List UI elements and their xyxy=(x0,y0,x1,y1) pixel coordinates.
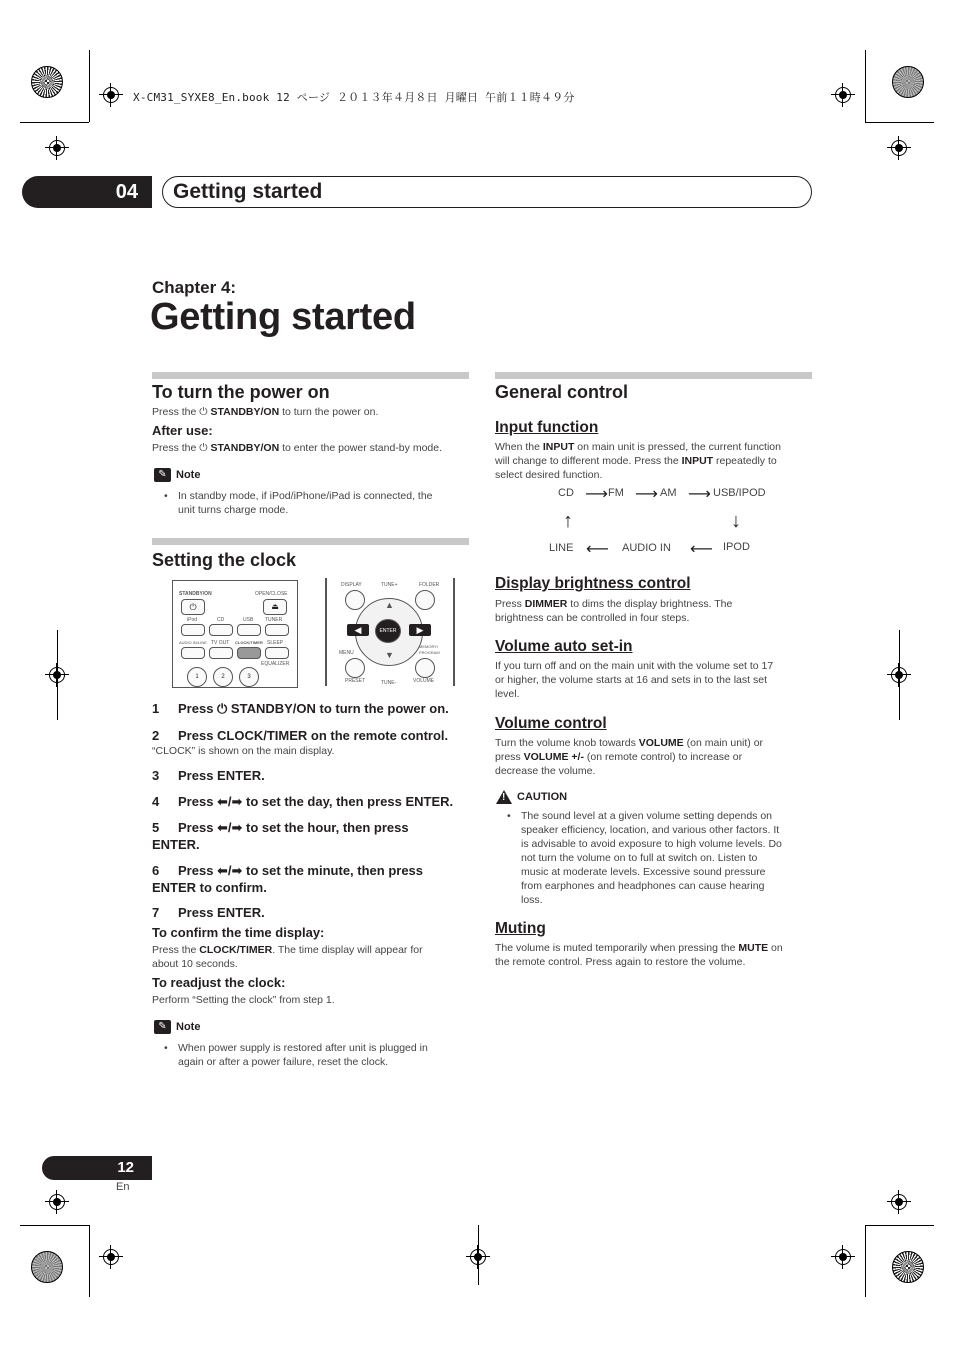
crop-mark xyxy=(478,1225,479,1285)
arrow-left-icon: ⟵ xyxy=(586,541,609,558)
input-function-text: When the INPUT on main unit is pressed, the current function will change to different mode. Press the INPUT repeatedly to select desired function. xyxy=(495,441,781,481)
muting-heading: Muting xyxy=(495,920,546,937)
crosshair-icon xyxy=(887,1190,911,1214)
note-pencil-icon: ✎ xyxy=(154,1020,171,1034)
arrow-left-icon: ⟵ xyxy=(690,541,713,558)
note-bullet: • When power supply is restored after unit is plugged in again or after a power failure, reset the clock. xyxy=(178,1041,428,1069)
standby-button: ⏻ xyxy=(181,599,205,615)
registration-burst-icon xyxy=(892,66,924,98)
crosshair-icon xyxy=(45,1190,69,1214)
confirm-heading: To confirm the time display: xyxy=(152,925,325,940)
eject-button: ⏏ xyxy=(263,599,287,615)
crosshair-icon xyxy=(831,1245,855,1269)
clock-step-note: “CLOCK” is shown on the main display. xyxy=(152,745,335,757)
page-title: Getting started xyxy=(150,296,416,338)
readjust-heading: To readjust the clock: xyxy=(152,975,286,990)
enter-button: ENTER xyxy=(375,619,401,643)
remote-control-illustration: STANDBY/ON OPEN/CLOSE ⏻ ⏏ iPod CD USB TUNER AUDIO IN/LINE TV OUT CLOCK/TIMER SLEEP EQUALIZER 1 2 3 xyxy=(172,580,298,688)
clock-step: 2 Press CLOCK/TIMER on the remote control. xyxy=(152,728,449,743)
section-heading-general: General control xyxy=(495,382,629,402)
clock-step: 5 Press ⬅/➡ to set the hour, then press ENTER. xyxy=(152,820,409,852)
chapter-label: Chapter 4: xyxy=(152,278,237,297)
section-heading-power: To turn the power on xyxy=(152,382,330,402)
crop-mark xyxy=(89,50,90,122)
note-label: Note xyxy=(176,469,201,481)
after-use-heading: After use: xyxy=(152,423,213,438)
volume-text: Turn the volume knob towards VOLUME (on main unit) or press VOLUME +/- (on remote control) to increase or decrease the volume. xyxy=(495,737,764,777)
note-bullet: • In standby mode, if iPod/iPhone/iPad is connected, the unit turns charge mode. xyxy=(178,489,433,517)
arrow-right-icon: ⟶ xyxy=(688,486,711,503)
registration-burst-icon xyxy=(892,1251,924,1283)
arrow-down-icon: ↓ xyxy=(731,510,741,532)
flow-am: AM xyxy=(660,487,677,499)
arrow-right-icon: ⟶ xyxy=(635,486,658,503)
arrow-right-icon: ⟶ xyxy=(585,486,608,503)
power-text: Press the ⏻ STANDBY/ON to turn the power on. xyxy=(152,406,379,418)
input-function-heading: Input function xyxy=(495,419,599,436)
right-arrow-icon: ▶ xyxy=(409,624,431,636)
crop-mark xyxy=(899,630,900,720)
page-language: En xyxy=(116,1181,130,1193)
clock-step: 6 Press ⬅/➡ to set the minute, then press ENTER to confirm. xyxy=(152,863,424,895)
clock-step: 3 Press ENTER. xyxy=(152,768,265,783)
crop-mark xyxy=(89,1225,90,1297)
crop-mark xyxy=(865,1225,866,1297)
brightness-text: Press DIMMER to dims the display brightness. The brightness can be controlled in four steps. xyxy=(495,598,733,624)
flow-ipod: IPOD xyxy=(723,541,750,553)
section-divider xyxy=(152,538,469,545)
crosshair-icon xyxy=(887,136,911,160)
power-icon: ⏻ xyxy=(199,406,208,418)
file-header: X-CM31_SYXE8_En.book 12 ページ ２０１３年４月８日 月曜日 午前１１時４９分 xyxy=(133,91,575,104)
clock-step: 4 Press ⬅/➡ to set the day, then press ENTER. xyxy=(152,794,454,809)
brightness-heading: Display brightness control xyxy=(495,575,691,592)
flow-usb: USB/IPOD xyxy=(713,487,766,499)
crosshair-icon xyxy=(831,83,855,107)
caution-label: CAUTION xyxy=(517,791,568,803)
readjust-text: Perform “Setting the clock” from step 1. xyxy=(152,994,335,1006)
confirm-text: Press the CLOCK/TIMER. The time display will appear for about 10 seconds. xyxy=(152,944,423,970)
volume-heading: Volume control xyxy=(495,715,607,732)
up-arrow-icon: ▲ xyxy=(385,600,394,610)
muting-text: The volume is muted temporarily when pressing the MUTE on the remote control. Press again to restore the volume. xyxy=(495,942,783,968)
section-heading-clock: Setting the clock xyxy=(152,550,297,570)
caution-icon: ! xyxy=(496,790,512,804)
page-number: 12 xyxy=(42,1156,152,1180)
crosshair-icon xyxy=(99,83,123,107)
left-arrow-icon: ◀ xyxy=(347,624,369,636)
crop-mark xyxy=(865,1225,934,1226)
auto-volume-text: If you turn off and on the main unit with the volume set to 17 or higher, the volume starts at 16 and sets in to the last set level. xyxy=(495,660,774,700)
registration-burst-icon xyxy=(31,66,63,98)
flow-line: LINE xyxy=(549,542,574,554)
caution-bullet: • The sound level at a given volume setting depends on speaker efficiency, location, and various other factors. It is advisable to avoid exposure to high volume levels. Do not turn the volume on to full at switch on. Listen to music at moderate levels. Excessive sound pressure from earphones and headphones can cause hearing loss. xyxy=(521,809,782,907)
power-icon: ⏻ xyxy=(199,442,208,454)
clock-step: 1 Press ⏻ STANDBY/ON to turn the power on. xyxy=(152,701,449,716)
note-label: Note xyxy=(176,1021,201,1033)
clock-step: 7 Press ENTER. xyxy=(152,905,265,920)
after-use-text: Press the ⏻ STANDBY/ON to enter the power stand-by mode. xyxy=(152,442,442,454)
section-divider xyxy=(152,372,469,379)
auto-volume-heading: Volume auto set-in xyxy=(495,638,633,655)
down-arrow-icon: ▼ xyxy=(385,650,394,660)
note-pencil-icon: ✎ xyxy=(154,468,171,482)
remote-navigation-illustration: DISPLAY TUNE+ FOLDER ▲ ▼ ◀ ▶ ENTER MENU MEMORY/ PROGRAM PRESET TUNE- VOLUME xyxy=(325,578,455,686)
flow-audio-in: AUDIO IN xyxy=(622,542,671,554)
crop-mark xyxy=(57,630,58,720)
chapter-title-bar: Getting started xyxy=(162,176,812,208)
arrow-up-icon: ↑ xyxy=(563,510,573,532)
flow-fm: FM xyxy=(608,487,624,499)
registration-burst-icon xyxy=(31,1251,63,1283)
crop-mark xyxy=(20,122,89,123)
flow-cd: CD xyxy=(558,487,574,499)
section-divider xyxy=(495,372,812,379)
crop-mark xyxy=(865,122,934,123)
crosshair-icon xyxy=(99,1245,123,1269)
clock-timer-button xyxy=(237,647,261,659)
chapter-number-tab: 04 xyxy=(22,176,152,208)
crop-mark xyxy=(20,1225,89,1226)
crosshair-icon xyxy=(45,136,69,160)
crop-mark xyxy=(865,50,866,122)
